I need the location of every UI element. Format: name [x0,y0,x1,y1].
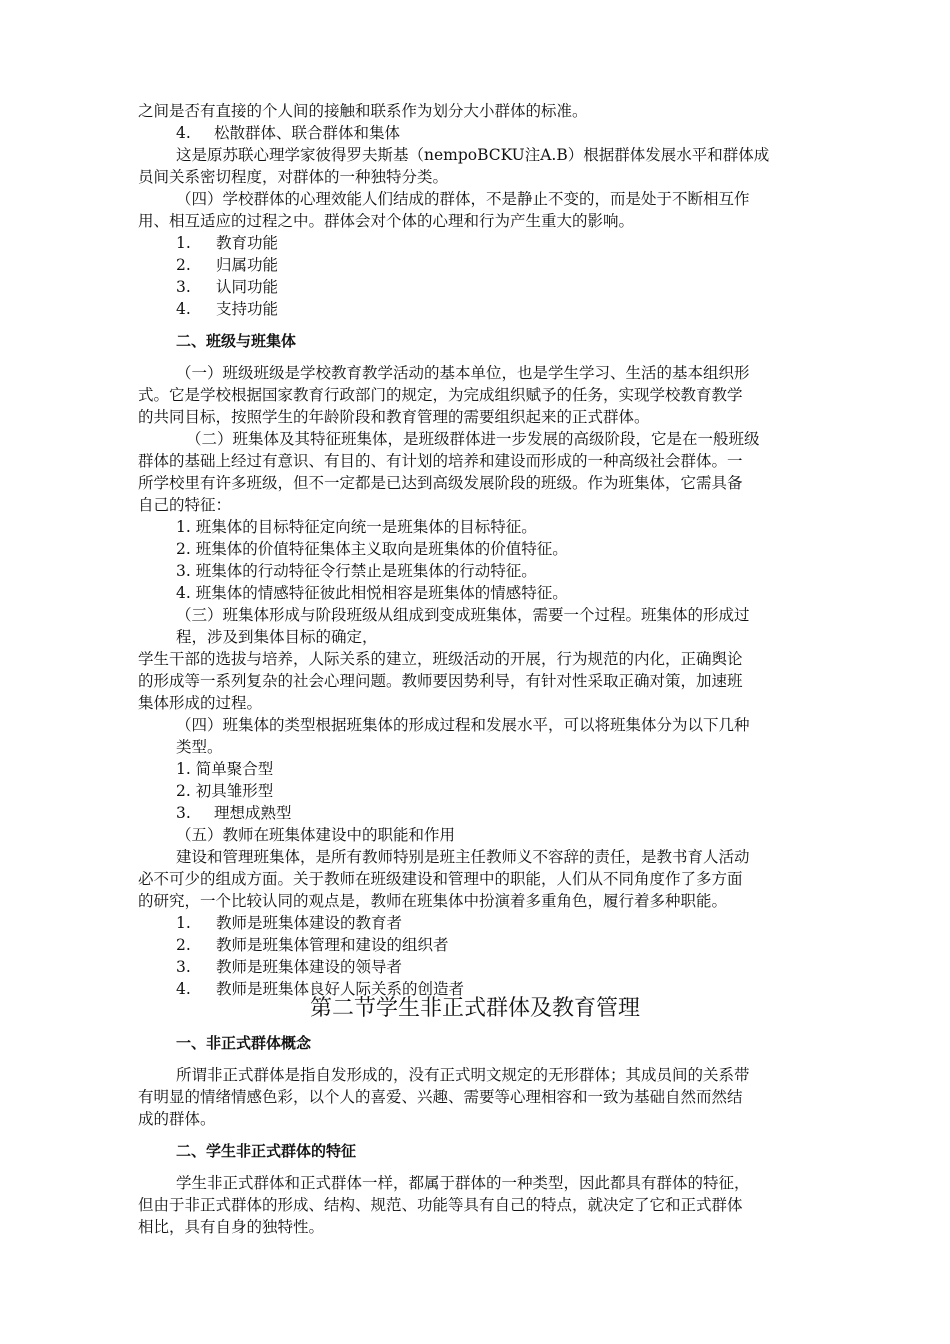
paragraph-line: （一）班级班级是学校教育教学活动的基本单位，也是学生学习、生活的基本组织形 [176,364,750,382]
paragraph-line: 的形成等一系列复杂的社会心理问题。教师要因势利导，有针对性采取正确对策，加速班 [138,672,743,690]
list-item [176,298,278,320]
paragraph-line: 式。它是学校根据国家教育行政部门的规定，为完成组织赋予的任务，实现学校教育教学 [138,386,743,404]
paragraph-line: 所谓非正式群体是指自发形成的，没有正式明文规定的无形群体；其成员间的关系带 [176,1066,750,1084]
paragraph-line: 的研究，一个比较认同的观点是，教师在班集体中扮演着多重角色，履行着多种职能。 [138,892,728,910]
paragraph-line: 相比，具有自身的独特性。 [138,1218,325,1236]
list-text: 认同功能 [216,278,279,296]
list-item: 2. 初具雏形型 [176,782,274,800]
list-item [176,802,292,824]
list-text: 教师是班集体良好人际关系的创造者 [216,980,465,998]
list-number: 4. [176,300,191,318]
paragraph-line: 成的群体。 [138,1110,216,1128]
list-number: 4. [176,124,191,142]
list-item [176,912,402,934]
list-number: 1. [176,234,191,252]
list-item: 3. 班集体的行动特征令行禁止是班集体的行动特征。 [176,562,537,580]
paragraph-line: 用、相互适应的过程之中。群体会对个体的心理和行为产生重大的影响。 [138,212,635,230]
list-number: 1. [176,914,191,932]
list-number: 2. [176,256,191,274]
list-number: 2. [176,936,191,954]
paragraph-line: 建设和管理班集体，是所有教师特别是班主任教师义不容辞的责任，是教书育人活动 [176,848,750,866]
paragraph-line: 学生非正式群体和正式群体一样，都属于群体的一种类型，因此都具有群体的特征， [176,1174,750,1192]
list-item [176,956,402,978]
paragraph-line: 群体的基础上经过有意识、有目的、有计划的培养和建设而形成的一种高级社会群体。一 [138,452,743,470]
paragraph-line: 的共同目标，按照学生的年龄阶段和教育管理的需要组织起来的正式群体。 [138,408,650,426]
list-item [176,276,278,298]
list-text: 松散群体、联合群体和集体 [214,124,401,142]
list-number: 3. [176,958,191,976]
paragraph-line: 程，涉及到集体目标的确定， [176,628,378,646]
list-item: 1. 班集体的目标特征定向统一是班集体的目标特征。 [176,518,537,536]
list-item: 1. 简单聚合型 [176,760,274,778]
list-item [176,232,278,254]
paragraph-line: 自己的特征： [138,496,232,514]
list-text: 理想成熟型 [214,804,292,822]
paragraph-line: 所学校里有许多班级，但不一定都是已达到高级发展阶段的班级。作为班集体，它需具备 [138,474,743,492]
list-item [176,122,400,144]
paragraph-line: （四）学校群体的心理效能人们结成的群体，不是静止不变的，而是处于不断相互作 [176,190,750,208]
list-text: 教育功能 [216,234,279,252]
list-text: 教师是班集体建设的领导者 [216,958,403,976]
list-text: 支持功能 [216,300,279,318]
list-number: 3. [176,804,191,822]
paragraph-line: 有明显的情绪情感色彩，以个人的喜爱、兴趣、需要等心理相容和一致为基础自然而然结 [138,1088,743,1106]
section-title: 一、非正式群体概念 [176,1034,312,1052]
paragraph-line: 集体形成的过程。 [138,694,263,712]
paragraph-line: （四）班集体的类型根据班集体的形成过程和发展水平，可以将班集体分为以下几种 [176,716,750,734]
list-item [176,254,278,276]
list-text: 教师是班集体建设的教育者 [216,914,403,932]
section-title: 二、班级与班集体 [176,332,297,350]
paragraph-line: 但由于非正式群体的形成、结构、规范、功能等具有自己的特点，就决定了它和正式群体 [138,1196,743,1214]
list-number: 3. [176,278,191,296]
chapter-heading: 第二节学生非正式群体及教育管理 [309,996,640,1021]
paragraph-line: 学生干部的选拔与培养，人际关系的建立，班级活动的开展，行为规范的内化，正确舆论 [138,650,743,668]
paragraph-line: （三）班集体形成与阶段班级从组成到变成班集体，需要一个过程。班集体的形成过 [176,606,750,624]
list-item: 4. 班集体的情感特征彼此相悦相容是班集体的情感特征。 [176,584,568,602]
list-number: 4. [176,980,191,998]
section-title: 二、学生非正式群体的特征 [176,1142,357,1160]
list-item: 2. 班集体的价值特征集体主义取向是班集体的价值特征。 [176,540,568,558]
paragraph-line: （五）教师在班集体建设中的职能和作用 [176,826,456,844]
paragraph-line: 员间关系密切程度，对群体的一种独特分类。 [138,168,449,186]
paragraph-line: （二）班集体及其特征班集体，是班级群体进一步发展的高级阶段，它是在一般班级 [186,430,760,448]
list-text: 归属功能 [216,256,279,274]
paragraph-line: 之间是否有直接的个人间的接触和联系作为划分大小群体的标准。 [138,102,588,120]
paragraph-line: 必不可少的组成方面。关于教师在班级建设和管理中的职能，人们从不同角度作了多方面 [138,870,743,888]
list-text: 教师是班集体管理和建设的组织者 [216,936,449,954]
paragraph-line: 类型。 [176,738,223,756]
list-item [176,934,449,956]
paragraph-line: 这是原苏联心理学家彼得罗夫斯基（nempoBCKU注A.B）根据群体发展水平和群体成 [176,146,770,164]
